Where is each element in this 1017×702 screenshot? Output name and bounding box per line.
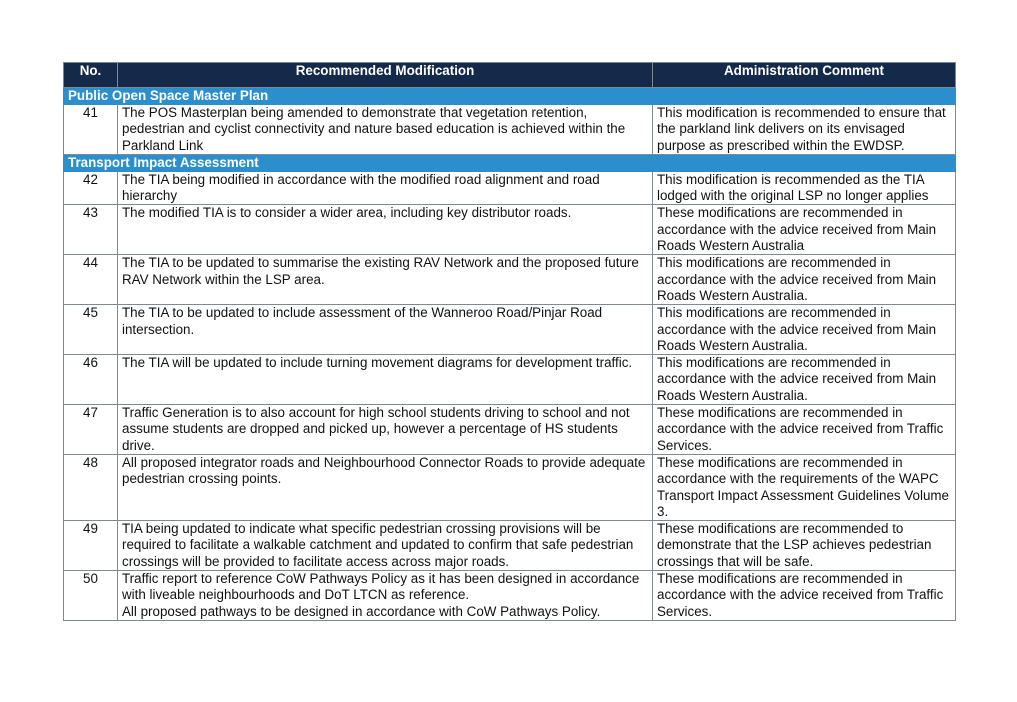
- row-number: 42: [64, 171, 118, 205]
- header-comment: Administration Comment: [653, 63, 956, 88]
- row-number: 46: [64, 355, 118, 405]
- row-comment: These modifications are recommended in accordance with the advice received from Traffic Services.: [653, 571, 956, 621]
- table-row: [64, 454, 956, 520]
- row-number: 45: [64, 305, 118, 355]
- row-comment: This modifications are recommended in accordance with the advice received from Main Roads Western Australia.: [653, 255, 956, 305]
- row-comment: This modifications are recommended in accordance with the advice received from Main Roads Western Australia.: [653, 305, 956, 355]
- row-modification: The modified TIA is to consider a wider area, including key distributor roads.: [118, 205, 653, 255]
- row-modification: The TIA to be updated to include assessment of the Wanneroo Road/Pinjar Road intersection.: [118, 305, 653, 355]
- row-number: 41: [64, 105, 118, 155]
- row-number: 48: [64, 454, 118, 520]
- row-number: 49: [64, 521, 118, 571]
- row-comment: This modification is recommended as the TIA lodged with the original LSP no longer applies: [653, 171, 956, 205]
- section-title: Public Open Space Master Plan: [64, 88, 956, 105]
- row-modification: Traffic Generation is to also account for high school students driving to school and not assume students are dropped and picked up, however a percentage of HS students drive.: [118, 405, 653, 455]
- row-modification: The TIA being modified in accordance with the modified road alignment and road hierarchy: [118, 171, 653, 205]
- row-number: 43: [64, 205, 118, 255]
- row-comment: These modifications are recommended in accordance with the advice received from Traffic Services.: [653, 405, 956, 455]
- row-number: 44: [64, 255, 118, 305]
- table-row: [64, 305, 956, 355]
- row-number: 47: [64, 405, 118, 455]
- table-row: [64, 405, 956, 455]
- section-row-tia: [64, 154, 956, 171]
- row-comment: These modifications are recommended to demonstrate that the LSP achieves pedestrian crossings that will be safe.: [653, 521, 956, 571]
- header-row: [64, 63, 956, 88]
- row-modification: TIA being updated to indicate what specific pedestrian crossing provisions will be required to facilitate a walkable catchment and updated to confirm that safe pedestrian crossings will be provided to facilitate access across major roads.: [118, 521, 653, 571]
- table-row: [64, 571, 956, 621]
- row-number: 50: [64, 571, 118, 621]
- row-comment: These modifications are recommended in accordance with the advice received from Main Roads Western Australia: [653, 205, 956, 255]
- table-row: [64, 205, 956, 255]
- row-comment: This modifications are recommended in accordance with the advice received from Main Roads Western Australia.: [653, 355, 956, 405]
- table-row: [64, 171, 956, 205]
- table-row: [64, 521, 956, 571]
- row-modification: The TIA will be updated to include turning movement diagrams for development traffic.: [118, 355, 653, 405]
- table-row: [64, 105, 956, 155]
- header-modification: Recommended Modification: [118, 63, 653, 88]
- table-row: [64, 255, 956, 305]
- modifications-table: [63, 62, 956, 621]
- row-modification: Traffic report to reference CoW Pathways Policy as it has been designed in accordance with liveable neighbourhoods and DoT LTCN as reference. All proposed pathways to be designed in accordance with CoW Pathways Policy.: [118, 571, 653, 621]
- row-comment: This modification is recommended to ensure that the parkland link delivers on its envisaged purpose as prescribed within the EWDSP.: [653, 105, 956, 155]
- row-modification: All proposed integrator roads and Neighbourhood Connector Roads to provide adequate pedestrian crossing points.: [118, 454, 653, 520]
- header-no: No.: [64, 63, 118, 88]
- table-row: [64, 355, 956, 405]
- section-row-pos: [64, 88, 956, 105]
- row-modification: The TIA to be updated to summarise the existing RAV Network and the proposed future RAV Network within the LSP area.: [118, 255, 653, 305]
- row-comment: These modifications are recommended in accordance with the requirements of the WAPC Transport Impact Assessment Guidelines Volume 3.: [653, 454, 956, 520]
- row-modification: The POS Masterplan being amended to demonstrate that vegetation retention, pedestrian and cyclist connectivity and nature based education is achieved within the Parkland Link: [118, 105, 653, 155]
- section-title: Transport Impact Assessment: [64, 154, 956, 171]
